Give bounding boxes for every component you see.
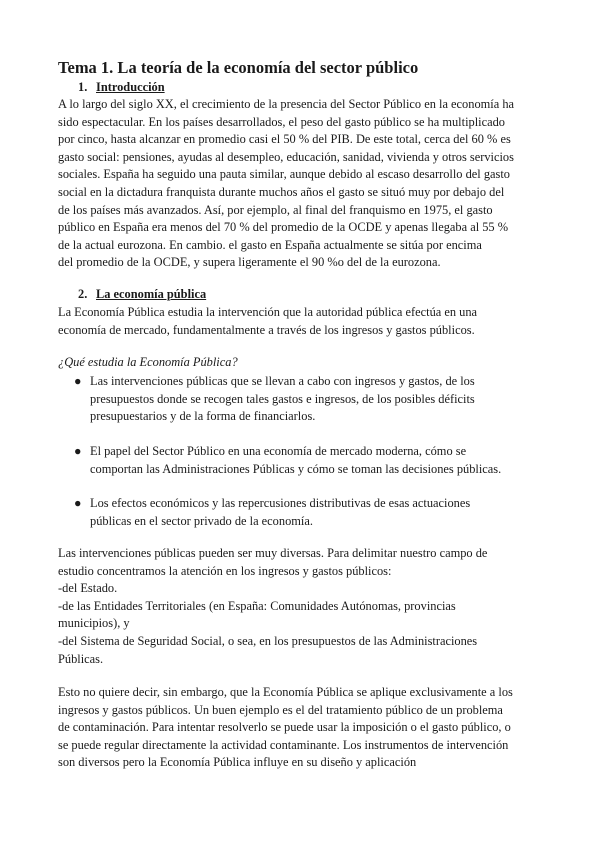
paragraph-line: -del Estado. xyxy=(58,581,118,596)
paragraph-line: gasto social: pensiones, ayudas al desempleo, educación, sanidad, vivienda y otros servicios xyxy=(58,149,514,164)
section-1-number: 1. xyxy=(78,80,88,94)
paragraph-line: La Economía Pública estudia la intervención que la autoridad pública efectúa en una xyxy=(58,305,478,319)
bullet-line: Las intervenciones públicas que se llevan a cabo con ingresos y gastos, de los xyxy=(90,374,475,388)
bullet-dot-icon: ● xyxy=(74,496,82,510)
paragraph-line: Públicas. xyxy=(58,651,104,666)
paragraph-line: de la actual eurozona. En cambio. el gasto en España actualmente se sitúa por encima xyxy=(58,237,482,252)
section-1-heading xyxy=(78,80,165,95)
paragraph-line: son diversos pero la Economía Pública influye en su diseño y aplicación xyxy=(58,755,417,770)
section-2-number: 2. xyxy=(78,287,88,301)
bullet-dot-icon: ● xyxy=(74,444,82,458)
paragraph-line: ingresos y gastos públicos. Un buen ejemplo es el del tratamiento público de un problema xyxy=(58,702,503,717)
paragraph-line: economía de mercado, fundamentalmente a través de los ingresos y gastos públicos. xyxy=(58,322,475,337)
scope-paragraph xyxy=(58,545,548,668)
section-2-title: La economía pública xyxy=(96,287,207,301)
paragraph-line: de contaminación. Para intentar resolverlo se puede usar la imposición o el gasto público, o xyxy=(58,720,511,735)
paragraph-line: se puede regular directamente la actividad contaminante. Los instrumentos de intervención xyxy=(58,737,509,752)
bullet-line: públicas en el sector privado de la economía. xyxy=(90,513,313,528)
section-1-title: Introducción xyxy=(96,80,165,94)
paragraph-line: -del Sistema de Seguridad Social, o sea, en los presupuestos de las Administraciones xyxy=(58,633,478,648)
bullet-line: presupuestos donde se recogen tales gastos e ingresos, de los posibles déficits xyxy=(90,391,475,406)
bullet-line: El papel del Sector Público en una economía de mercado moderna, cómo se xyxy=(90,444,467,458)
paragraph-line: de los países más avanzados. Así, por ejemplo, al final del franquismo en 1975, el gasto xyxy=(58,202,493,217)
document-title: Tema 1. La teoría de la economía del sector público xyxy=(58,58,419,77)
question-heading: ¿Qué estudia la Economía Pública? xyxy=(58,355,238,369)
bullet-line: Los efectos económicos y las repercusiones distributivas de esas actuaciones xyxy=(90,496,471,510)
bullet-line: presupuestarios y de la forma de financiarlos. xyxy=(90,409,316,424)
bullet-line: comportan las Administraciones Públicas y cómo se toman las decisiones públicas. xyxy=(90,461,502,476)
paragraph-line: Esto no quiere decir, sin embargo, que la Economía Pública se aplique exclusivamente a los xyxy=(58,685,513,699)
paragraph-line: A lo largo del siglo XX, el crecimiento de la presencia del Sector Público en la economía ha xyxy=(58,97,515,111)
paragraph-line: sido espectacular. En los países desarrollados, el peso del gasto público se ha multiplicado xyxy=(58,114,505,129)
section-1-paragraph xyxy=(58,96,548,272)
closing-paragraph xyxy=(58,684,548,772)
section-2-heading xyxy=(78,287,206,302)
section-2-intro xyxy=(58,304,548,339)
paragraph-line: -de las Entidades Territoriales (en España: Comunidades Autónomas, provincias xyxy=(58,598,456,613)
paragraph-line: municipios), y xyxy=(58,616,130,631)
bullet-dot-icon: ● xyxy=(74,374,82,388)
paragraph-line: Las intervenciones públicas pueden ser muy diversas. Para delimitar nuestro campo de xyxy=(58,546,488,560)
paragraph-line: sociales. España ha seguido una pauta similar, aunque debido al escaso desarrollo del gasto xyxy=(58,167,510,182)
paragraph-line: social en la dictadura franquista durante muchos años el gasto se situó muy por debajo del xyxy=(58,184,505,199)
paragraph-line: público en España era menos del 70 % del promedio de la OCDE y apenas llegaba al 55 % xyxy=(58,220,509,235)
paragraph-line: estudio concentramos la atención en los ingresos y gastos públicos: xyxy=(58,563,392,578)
paragraph-line: por cinco, hasta alcanzar en promedio casi el 50 % del PIB. De este total, cerca del 60 % es xyxy=(58,132,511,147)
paragraph-line: del promedio de la OCDE, y supera ligeramente el 90 %o del de la eurozona. xyxy=(58,255,441,270)
